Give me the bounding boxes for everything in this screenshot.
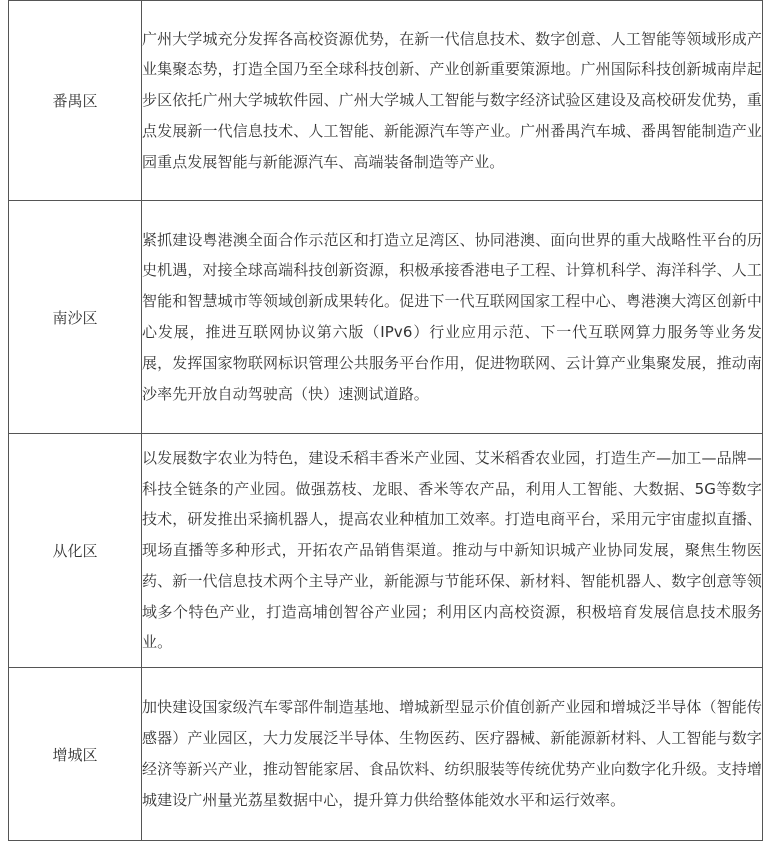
table-row xyxy=(9,201,763,434)
district-name-cell: 从化区 xyxy=(9,434,142,668)
district-description-cell: 广州大学城充分发挥各高校资源优势，在新一代信息技术、数字创意、人工智能等领域形成产业集聚态势，打造全国乃至全球科技创新、产业创新重要策源地。广州国际科技创新城南岸起步区依托广州大学城软件园、广州大学城人工智能与数字经济试验区建设及高校研发优势，重点发展新一代信息技术、人工智能、新能源汽车等产业。广州番禺汽车城、番禺智能制造产业园重点发展智能与新能源汽车、高端装备制造等产业。 xyxy=(142,1,763,201)
table-row xyxy=(9,1,763,201)
district-description-cell: 紧抓建设粤港澳全面合作示范区和打造立足湾区、协同港澳、面向世界的重大战略性平台的历史机遇，对接全球高端科技创新资源，积极承接香港电子工程、计算机科学、海洋科学、人工智能和智慧城市等领域创新成果转化。促进下一代互联网国家工程中心、粤港澳大湾区创新中心发展，推进互联网协议第六版（IPv6）行业应用示范、下一代互联网算力服务等业务发展，发挥国家物联网标识管理公共服务平台作用，促进物联网、云计算产业集聚发展，推动南沙率先开放自动驾驶高（快）速测试道路。 xyxy=(142,201,763,434)
district-name-cell: 番禺区 xyxy=(9,1,142,201)
district-name-cell: 南沙区 xyxy=(9,201,142,434)
district-industry-table xyxy=(8,0,763,841)
district-name-cell: 增城区 xyxy=(9,668,142,841)
table-row xyxy=(9,668,763,841)
district-description-cell: 以发展数字农业为特色，建设禾稻丰香米产业园、艾米稻香农业园，打造生产—加工—品牌—科技全链条的产业园。做强荔枝、龙眼、香米等农产品，利用人工智能、大数据、5G等数字技术，研发推出采摘机器人，提高农业种植加工效率。打造电商平台，采用元宇宙虚拟直播、现场直播等多种形式，开拓农产品销售渠道。推动与中新知识城产业协同发展，聚焦生物医药、新一代信息技术两个主导产业，新能源与节能环保、新材料、智能机器人、数字创意等领域多个特色产业，打造高埔创智谷产业园；利用区内高校资源，积极培育发展信息技术服务业。 xyxy=(142,434,763,668)
district-description-cell: 加快建设国家级汽车零部件制造基地、增城新型显示价值创新产业园和增城泛半导体（智能传感器）产业园区，大力发展泛半导体、生物医药、医疗器械、新能源新材料、人工智能与数字经济等新兴产业，推动智能家居、食品饮料、纺织服装等传统优势产业向数字化升级。支持增城建设广州量光荔星数据中心，提升算力供给整体能效水平和运行效率。 xyxy=(142,668,763,841)
table-row xyxy=(9,434,763,668)
